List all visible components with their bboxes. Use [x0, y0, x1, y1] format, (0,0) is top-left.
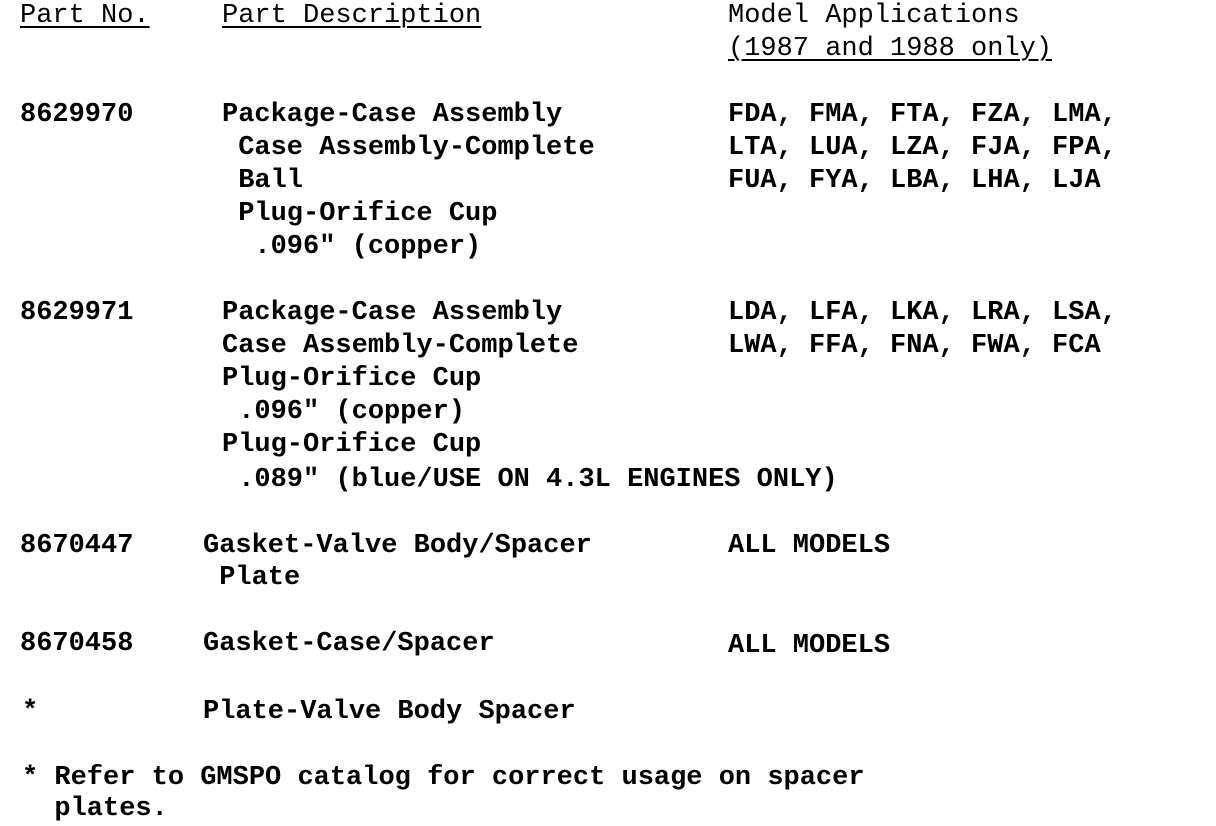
description-line: Package-Case Assembly	[222, 100, 563, 130]
model-line: ALL MODELS	[728, 531, 891, 561]
description-line: Case Assembly-Complete	[222, 331, 579, 361]
model-line: FUA, FYA, LBA, LHA, LJA	[728, 166, 1101, 196]
model-line: LDA, LFA, LKA, LRA, LSA,	[728, 298, 1117, 328]
part-number-asterisk: *	[22, 697, 39, 727]
description-line: Plug-Orifice Cup	[222, 364, 482, 394]
description-line: .096" (copper)	[222, 397, 466, 427]
footnote-line: * Refer to GMSPO catalog for correct usage on spacer	[22, 763, 865, 793]
description-line: Gasket-Case/Spacer	[203, 629, 495, 659]
footnote-line: plates.	[22, 794, 168, 824]
description-line: Plate-Valve Body Spacer	[203, 697, 576, 727]
description-line: Plate	[203, 563, 301, 593]
model-line: LWA, FFA, FNA, FWA, FCA	[728, 331, 1101, 361]
description-line: .089" (blue/USE ON 4.3L ENGINES ONLY)	[222, 465, 838, 495]
description-line: Plug-Orifice Cup	[222, 199, 498, 229]
description-line: Plug-Orifice Cup	[222, 430, 482, 460]
header-model-years: (1987 and 1988 only)	[728, 34, 1053, 64]
header-part-description: Part Description	[222, 1, 482, 31]
description-line: Case Assembly-Complete	[222, 133, 595, 163]
part-number-8629971: 8629971	[20, 298, 134, 328]
description-line: .096" (copper)	[222, 232, 482, 262]
description-line: Ball	[222, 166, 304, 196]
description-line: Gasket-Valve Body/Spacer	[203, 531, 592, 561]
header-part-no: Part No.	[20, 1, 150, 31]
part-number-8670447: 8670447	[20, 531, 134, 561]
model-line: LTA, LUA, LZA, FJA, FPA,	[728, 133, 1117, 163]
part-number-8629970: 8629970	[20, 100, 134, 130]
model-line: ALL MODELS	[728, 631, 891, 661]
description-line: Package-Case Assembly	[222, 298, 563, 328]
model-line: FDA, FMA, FTA, FZA, LMA,	[728, 100, 1117, 130]
part-number-8670458: 8670458	[20, 629, 134, 659]
header-model-applications: Model Applications	[728, 1, 1020, 31]
